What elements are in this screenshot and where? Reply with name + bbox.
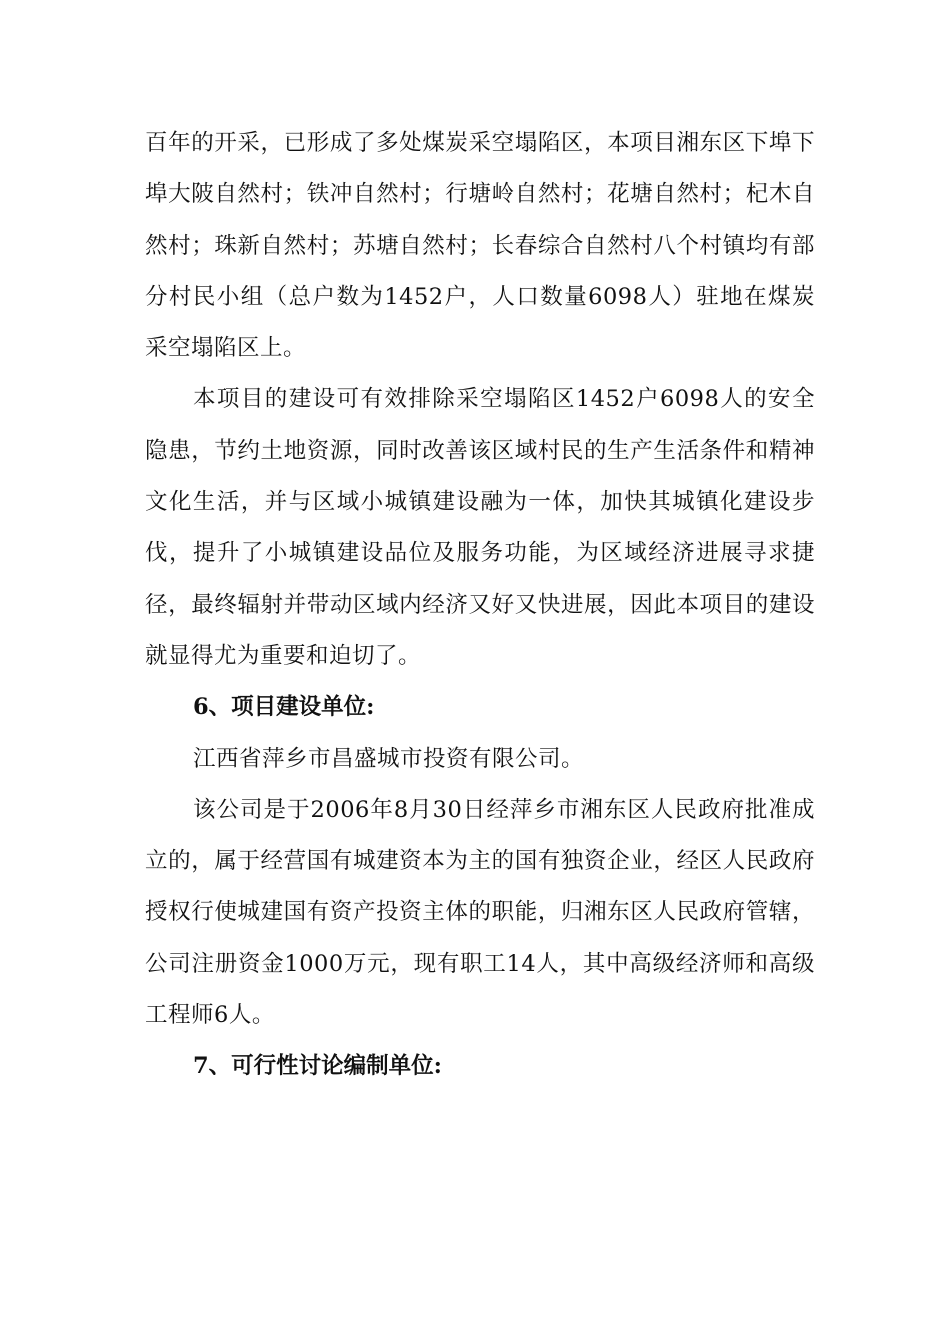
document-page: [145, 118, 815, 1093]
section-6-heading: 6、项目建设单位:: [193, 694, 375, 721]
paragraph-collapse-area: 百年的开采，已形成了多处煤炭采空塌陷区，本项目湘东区下埠下埠大陂自然村；铁冲自然村；行塘岭自然村；花塘自然村；杞木自然村；珠新自然村；苏塘自然村；长春综合自然村八个村镇均有部分村民小组（总户数为1452户，人口数量6098人）驻地在煤炭采空塌陷区上。: [145, 130, 815, 362]
section-7-heading: 7、可行性讨论编制单位:: [193, 1053, 442, 1080]
paragraph-project-significance: 本项目的建设可有效排除采空塌陷区1452户6098人的安全隐患，节约土地资源，同时改善该区域村民的生产生活条件和精神文化生活，并与区域小城镇建设融为一体，加快其城镇化建设步伐，提升了小城镇建设品位及服务功能，为区域经济进展寻求捷径，最终辐射并带动区域内经济又好又快进展，因此本项目的建设就显得尤为重要和迫切了。: [145, 386, 815, 669]
section-6-description: 该公司是于2006年8月30日经萍乡市湘东区人民政府批准成立的，属于经营国有城建资本为主的国有独资企业，经区人民政府授权行使城建国有资产投资主体的职能，归湘东区人民政府管辖，公司注册资金1000万元，现有职工14人，其中高级经济师和高级工程师6人。: [145, 796, 815, 1029]
section-6-company: 江西省萍乡市昌盛城市投资有限公司。: [193, 745, 585, 772]
